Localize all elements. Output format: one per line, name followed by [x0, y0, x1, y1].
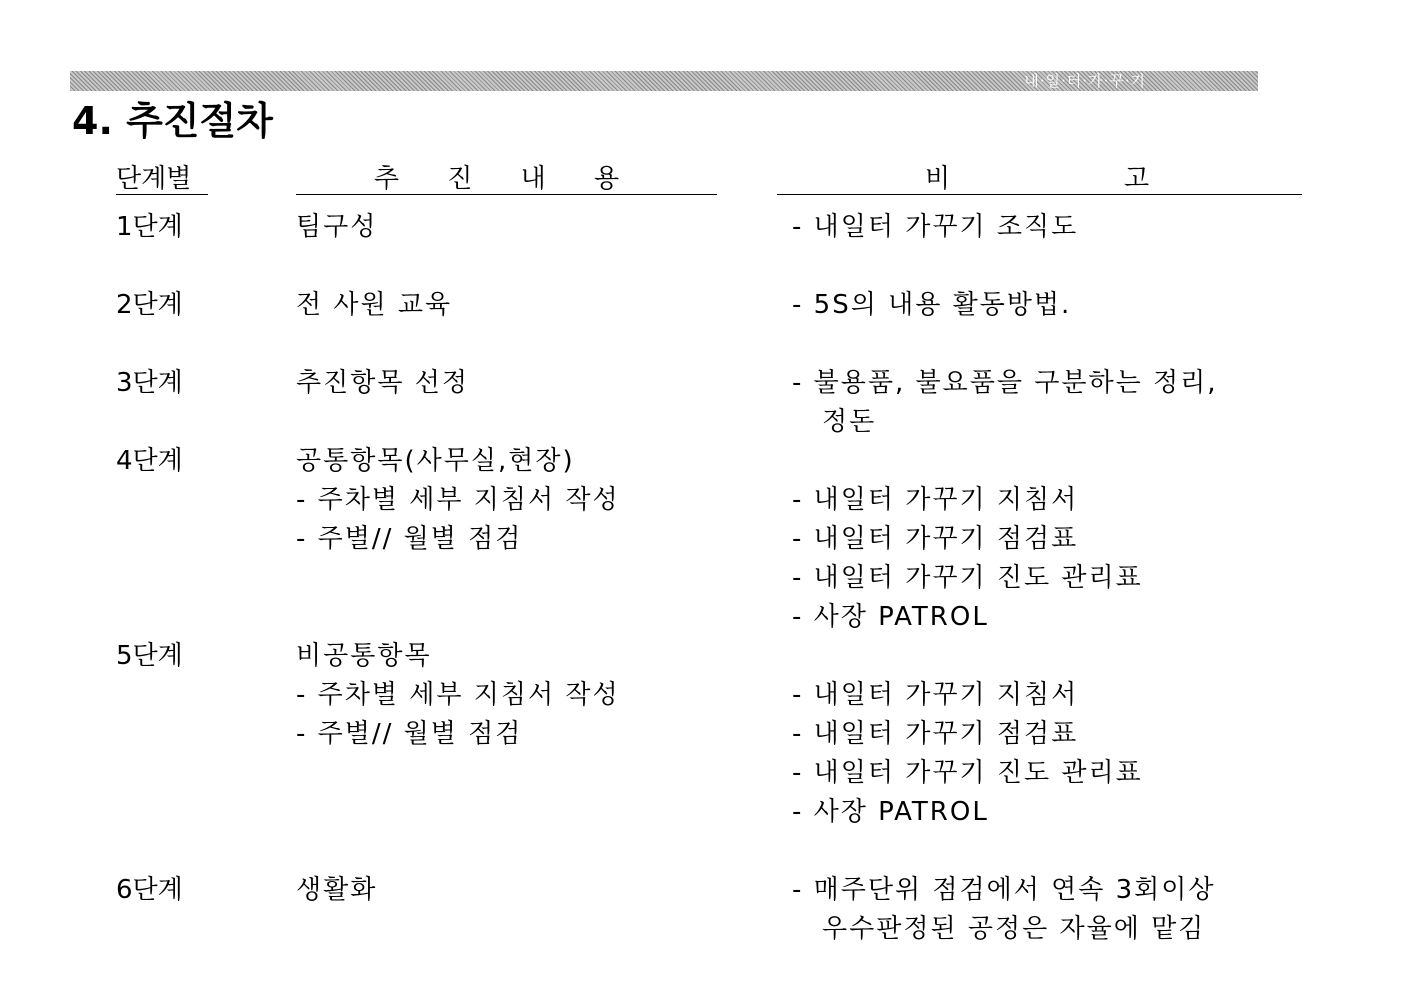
- column-header-remark-part-1: 비: [925, 164, 951, 194]
- content-item: 전 사원 교육: [296, 290, 453, 320]
- remark-item: - 사장 PATROL: [792, 797, 989, 827]
- remark-item: - 내일터 가꾸기 점검표: [792, 719, 1079, 749]
- content-item: - 주차별 세부 지침서 작성: [296, 680, 620, 710]
- content-item: - 주별// 월별 점검: [296, 524, 523, 554]
- stage-label: 1단계: [116, 212, 183, 242]
- remark-item: - 내일터 가꾸기 점검표: [792, 524, 1079, 554]
- stage-label: 2단계: [116, 290, 183, 320]
- remark-item: - 내일터 가꾸기 진도 관리표: [792, 758, 1143, 788]
- column-header-remark-part-2: 고: [1124, 164, 1150, 194]
- content-item: - 주차별 세부 지침서 작성: [296, 485, 620, 515]
- remark-item-continuation: 정돈: [822, 407, 877, 437]
- content-item: - 주별// 월별 점검: [296, 719, 523, 749]
- content-item: 생활화: [296, 875, 378, 905]
- stage-label: 3단계: [116, 368, 183, 398]
- header-brand: 내·일·터·가·꾸·기: [1024, 72, 1146, 90]
- content-item: 공통항목(사무실,현장): [296, 446, 575, 476]
- remark-item: - 5S의 내용 활동방법.: [792, 290, 1072, 320]
- column-header-remark: [777, 164, 1302, 195]
- remark-item: - 불용품, 불요품을 구분하는 정리,: [792, 368, 1218, 398]
- header-bar: [70, 71, 1258, 91]
- remark-item: - 사장 PATROL: [792, 602, 989, 632]
- content-item: 추진항목 선정: [296, 368, 469, 398]
- column-header-stage: 단계별: [116, 164, 208, 195]
- stage-label: 5단계: [116, 641, 183, 671]
- remark-item: - 내일터 가꾸기 지침서: [792, 680, 1079, 710]
- stage-label: 4단계: [116, 446, 183, 476]
- content-item: 팀구성: [296, 212, 378, 242]
- remark-item: - 내일터 가꾸기 조직도: [792, 212, 1079, 242]
- content-item: 비공통항목: [296, 641, 432, 671]
- remark-item: - 내일터 가꾸기 진도 관리표: [792, 563, 1143, 593]
- column-header-content: 추 진 내 용: [296, 164, 717, 195]
- remark-item-continuation: 우수판정된 공정은 자율에 맡김: [822, 914, 1206, 944]
- page-title: 4. 추진절차: [72, 99, 273, 143]
- remark-item: - 내일터 가꾸기 지침서: [792, 485, 1079, 515]
- stage-label: 6단계: [116, 875, 183, 905]
- remark-item: - 매주단위 점검에서 연속 3회이상: [792, 875, 1216, 905]
